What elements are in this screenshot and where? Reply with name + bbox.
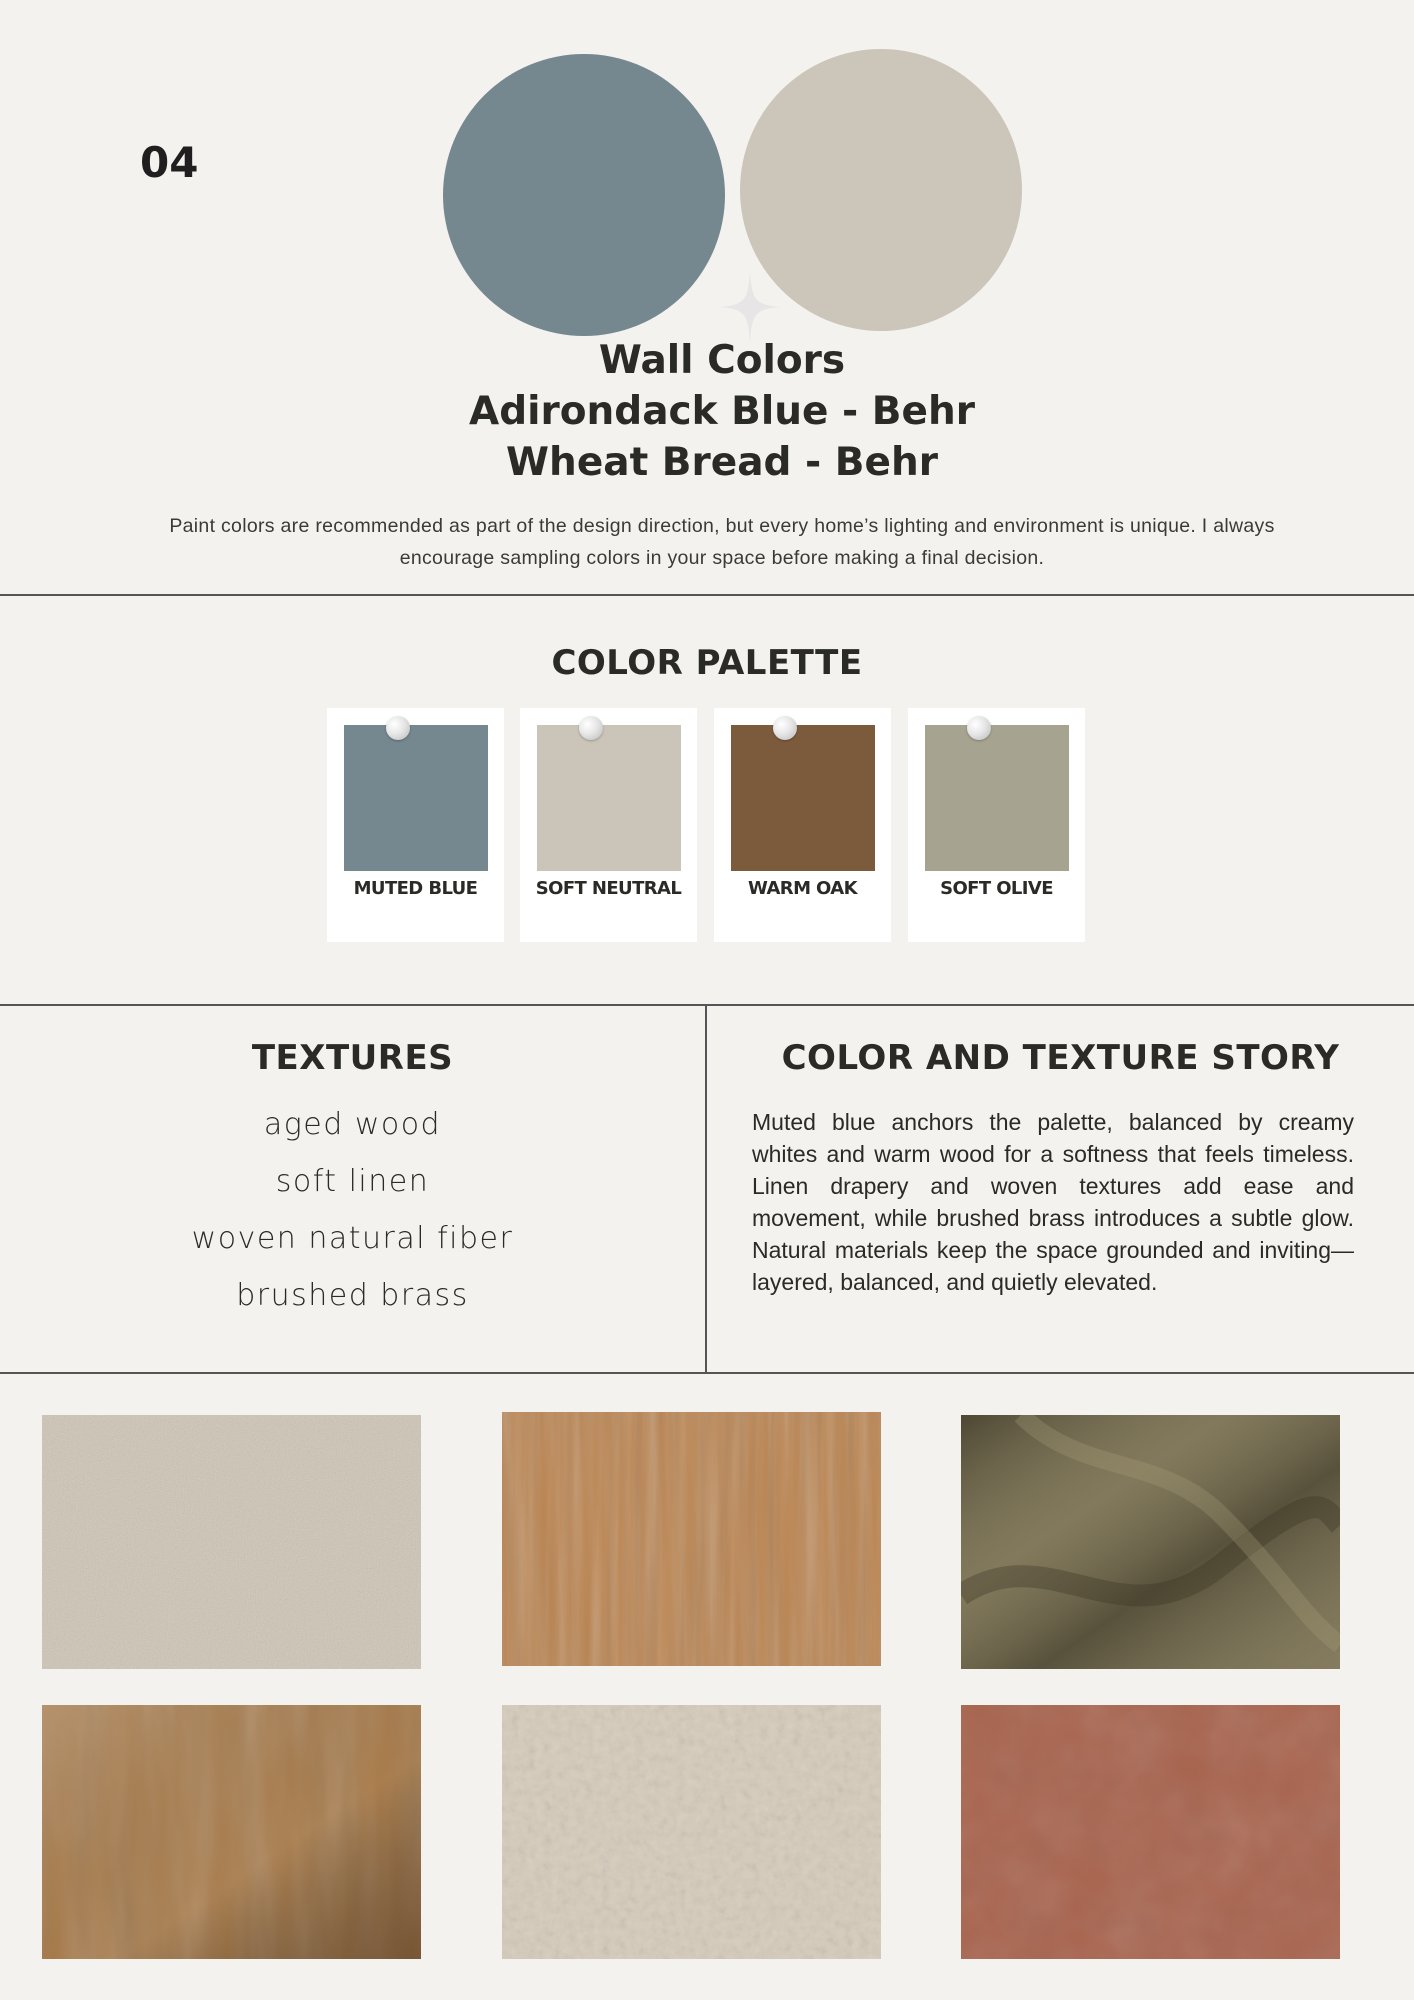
swatch-color (537, 725, 681, 871)
swatch-card (520, 708, 697, 942)
olive-fabric-texture-image (961, 1415, 1340, 1669)
pin-icon (773, 716, 797, 740)
plaster-texture-image (502, 1705, 881, 1959)
pin-icon (386, 716, 410, 740)
page-number: 04 (140, 138, 199, 187)
divider-middle (0, 1004, 1414, 1006)
light-wood-texture-image (502, 1412, 881, 1666)
divider-top (0, 594, 1414, 596)
pin-icon (579, 716, 603, 740)
wall-color-1-name: Adirondack Blue - Behr (469, 389, 975, 434)
swatch-label: SOFT NEUTRAL (535, 878, 682, 899)
sparkle-icon (720, 272, 780, 342)
swatch-color (925, 725, 1069, 871)
swatch-card (714, 708, 891, 942)
swatch-card (327, 708, 504, 942)
pin-icon (967, 716, 991, 740)
swatch-color (344, 725, 488, 871)
swatch-label: MUTED BLUE (353, 878, 478, 899)
texture-list (0, 1096, 705, 1324)
aged-wood-texture-image (42, 1705, 421, 1959)
divider-bottom (0, 1372, 1414, 1374)
swatch-label: SOFT OLIVE (940, 878, 1053, 899)
story-heading: COLOR AND TEXTURE STORY (781, 1038, 1340, 1078)
paint-disclaimer: Paint colors are recommended as part of the design direction, but every home’s lighting and environment is unique. I always encourage sampling colors in your space before making a final decision. (169, 515, 1275, 569)
color-palette-heading: COLOR PALETTE (551, 643, 863, 683)
wall-color-circle-2 (740, 49, 1022, 331)
wall-colors-title (0, 335, 1414, 488)
swatch-label: WARM OAK (748, 878, 857, 899)
swatch-card (908, 708, 1085, 942)
swatch-color (731, 725, 875, 871)
texture-item: aged wood (263, 1107, 442, 1142)
wall-color-2-name: Wheat Bread - Behr (506, 440, 938, 485)
textures-heading: TEXTURES (251, 1038, 454, 1078)
linen-texture-image (42, 1415, 421, 1669)
texture-item: soft linen (275, 1164, 430, 1199)
texture-item: woven natural fiber (191, 1221, 514, 1256)
texture-item: brushed brass (236, 1278, 469, 1313)
wall-color-circle-1 (443, 54, 725, 336)
wall-colors-heading: Wall Colors (598, 338, 846, 383)
terracotta-texture-image (961, 1705, 1340, 1959)
story-text: Muted blue anchors the palette, balanced by creamy whites and warm wood for a softness that feels timeless. Linen drapery and woven textures add ease and movement, while brushed brass introduces a subtle glow. Natural materials keep the space grounded and inviting—layered, balanced, and quietly elevated. (752, 1109, 1354, 1295)
